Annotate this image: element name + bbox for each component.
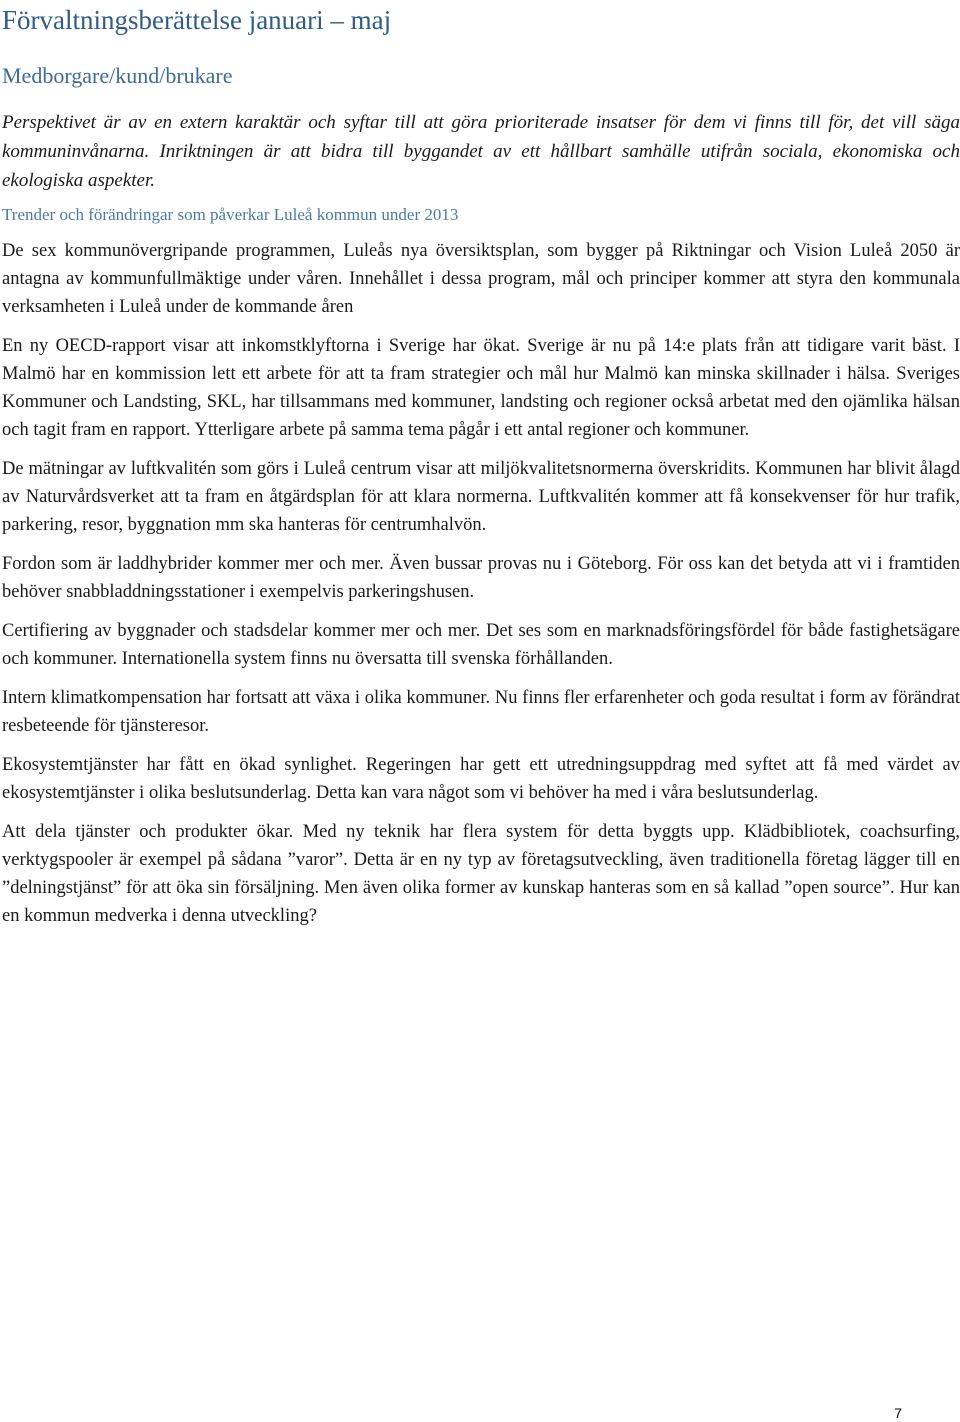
- paragraph-oecd-report: En ny OECD-rapport visar att inkomstklyftorna i Sverige har ökat. Sverige är nu på 14:e plats från att tidigare varit bäst. I Malmö har en kommission lett ett arbete för att ta fram strategier och mål hur Malmö kan minska skillnader i hälsa. Sveriges Kommuner och Landsting, SKL, har tillsammans med kommuner, landsting och regioner också arbetat med den ojämlika hälsan och tagit fram en rapport. Ytterligare arbete på samma tema pågår i ett antal regioner och kommuner.: [2, 336, 960, 440]
- section-heading: Medborgare/kund/brukare: [2, 63, 233, 88]
- paragraph-climate-compensation: Intern klimatkompensation har fortsatt att växa i olika kommuner. Nu finns fler erfarenheter och goda resultat i form av förändrat resbeteende för tjänsteresor.: [2, 688, 960, 736]
- paragraph-air-quality: De mätningar av luftkvalitén som görs i Luleå centrum visar att miljökvalitetsnormerna överskridits. Kommunen har blivit ålagd av Naturvårdsverket att ta fram en åtgärdsplan för att klara normerna. Luftkvalitén kommer att få konsekvenser för hur trafik, parkering, resor, byggnation mm ska hanteras för centrumhalvön.: [2, 459, 960, 535]
- paragraph-ecosystem-services: Ekosystemtjänster har fått en ökad synlighet. Regeringen har gett ett utredningsuppdrag med syftet att få med värdet av ekosystemtjänster i olika beslutsunderlag. Detta kan vara något som vi behöver ha med i våra beslutsunderlag.: [2, 755, 960, 803]
- paragraph-programs: De sex kommunövergripande programmen, Luleås nya översiktsplan, som bygger på Riktningar och Vision Luleå 2050 är antagna av kommunfullmäktige under våren. Innehållet i dessa program, mål och principer kommer att styra den kommunala verksamheten i Luleå under de kommande åren: [2, 241, 960, 317]
- page-number: 7: [894, 1405, 902, 1421]
- paragraph-certification: Certifiering av byggnader och stadsdelar kommer mer och mer. Det ses som en marknadsföringsfördel för både fastighetsägare och kommuner. Internationella system finns nu översatta till svenska förhållanden.: [2, 621, 960, 669]
- intro-paragraph: Perspektivet är av en extern karaktär och syftar till att göra prioriterade insatser för dem vi finns till för, det vill säga kommuninvånarna. Inriktningen är att bidra till byggandet av ett hållbart samhälle utifrån sociala, ekonomiska och ekologiska aspekter.: [2, 112, 960, 191]
- paragraph-hybrid-vehicles: Fordon som är laddhybrider kommer mer och mer. Även bussar provas nu i Göteborg. För oss kan det betyda att vi i framtiden behöver snabbladdningsstationer i exempelvis parkeringshusen.: [2, 554, 960, 602]
- page-title: Förvaltningsberättelse januari – maj: [2, 5, 392, 35]
- sub-heading: Trender och förändringar som påverkar Luleå kommun under 2013: [2, 205, 459, 224]
- body-text: [2, 237, 960, 941]
- paragraph-sharing-economy: Att dela tjänster och produkter ökar. Med ny teknik har flera system för detta byggts upp. Klädbibliotek, coachsurfing, verktygspooler är exempel på sådana ”varor”. Detta är en ny typ av företagsutveckling, även traditionella företag lägger till en ”delningstjänst” för att öka sin försäljning. Men även olika former av kunskap hanteras som en så kallad ”open source”. Hur kan en kommun medverka i denna utveckling?: [2, 822, 960, 926]
